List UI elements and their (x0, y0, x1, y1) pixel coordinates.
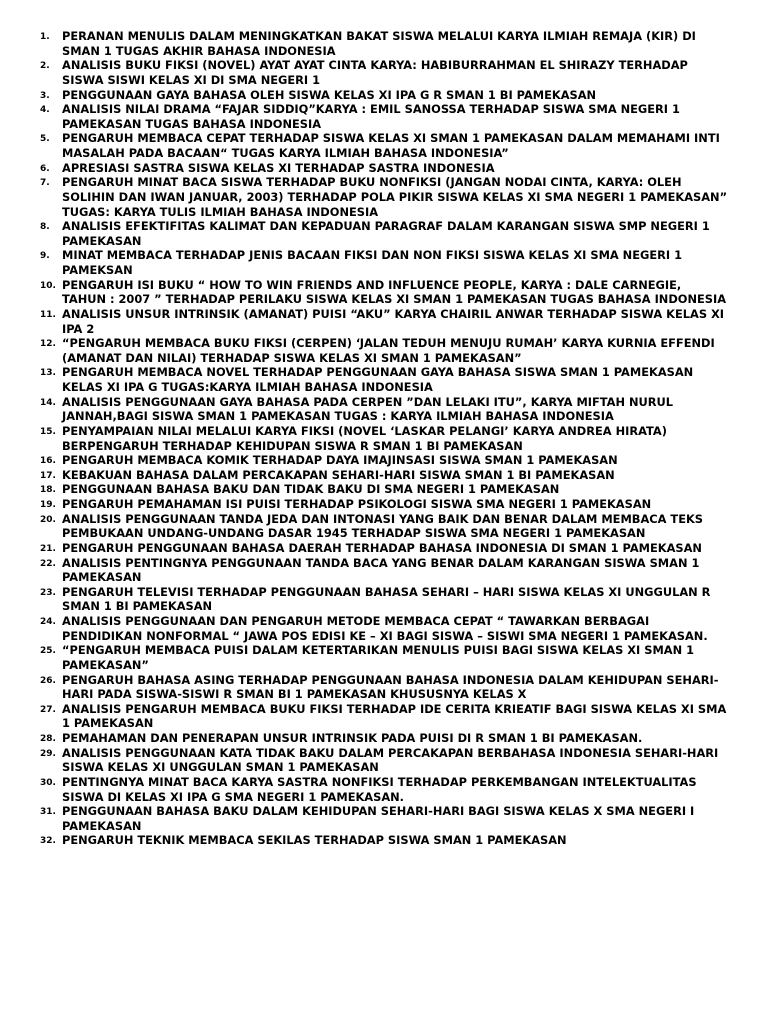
list-item (0, 746, 768, 775)
list-item (0, 219, 768, 248)
list-item (0, 556, 768, 585)
list-item (0, 541, 768, 556)
item-title: ANALISIS PENGGUNAAN DAN PENGARUH METODE MEMBACA CEPAT “ TAWARKAN BERBAGAI PENDIDIKAN NONFORMAL “ JAWA POS EDISI KE – XI BAGI SISWA – SISWI SMA NEGERI 1 PAMEKASAN. (62, 614, 708, 643)
item-title: PENGARUH MEMBACA NOVEL TERHADAP PENGGUNAAN GAYA BAHASA SISWA SMAN 1 PAMEKASAN KELAS XI IPA G TUGAS:KARYA ILMIAH BAHASA INDONESIA (62, 365, 694, 394)
item-number: 3. (40, 90, 50, 101)
item-title: PENGARUH MEMBACA KOMIK TERHADAP DAYA IMAJINSASI SISWA SMAN 1 PAMEKASAN (62, 453, 618, 468)
item-number: 24. (40, 617, 56, 627)
list-item (0, 585, 768, 614)
document-page (0, 29, 768, 848)
item-title: ANALISIS PENTINGNYA PENGGUNAAN TANDA BACA YANG BENAR DALAM KARANGAN SISWA SMAN 1 PAMEKASAN (62, 555, 700, 585)
item-title: PENGARUH PENGGUNAAN BAHASA DAERAH TERHADAP BAHASA INDONESIA DI SMAN 1 PAMEKASAN (62, 540, 702, 555)
item-number: 30. (40, 777, 56, 788)
item-title: ANALISIS PENGGUNAAN TANDA JEDA DAN INTONASI YANG BAIK DAN BENAR DALAM MEMBACA TEKS PEMBUKAAN UNDANG-UNDANG DASAR 1945 TERHADAP SISWA SMA NEGERI 1 PAMEKASAN (62, 511, 703, 541)
item-number: 19. (40, 500, 56, 510)
list-item (0, 512, 768, 541)
item-number: 6. (40, 163, 50, 174)
item-number: 32. (40, 836, 56, 847)
item-number: 22. (40, 558, 56, 569)
item-title: “PENGARUH MEMBACA BUKU FIKSI (CERPEN) ‘JALAN TEDUH MENUJU RUMAH’ KARYA KURNIA EFFENDI (AMANAT DAN NILAI) TERHADAP SISWA KELAS XI SMAN 1 PAMEKASAN” (62, 336, 715, 365)
title-list (0, 29, 768, 848)
item-title: ANALISIS PENGGUNAAN GAYA BAHASA PADA CERPEN ”DAN LELAKI ITU”, KARYA MIFTAH NURUL JANNAH,BAGI SISWA SMAN 1 PAMEKASAN TUGAS : KARYA ILMIAH BAHASA INDONESIA (62, 394, 674, 424)
item-title: ANALISIS PENGARUH MEMBACA BUKU FIKSI TERHADAP IDE CERITA KRIEATIF BAGI SISWA KELAS XI SMA 1 PAMEKASAN (62, 701, 727, 731)
item-number: 2. (40, 61, 50, 72)
item-number: 4. (40, 105, 50, 116)
list-item (0, 307, 768, 336)
item-number: 26. (40, 675, 56, 686)
item-number: 7. (40, 178, 50, 189)
list-item (0, 424, 768, 453)
item-title: ANALISIS UNSUR INTRINSIK (AMANAT) PUISI “AKU” KARYA CHAIRIL ANWAR TERHADAP SISWA KELAS XI IPA 2 (62, 306, 725, 336)
item-title: PENYAMPAIAN NILAI MELALUI KARYA FIKSI (NOVEL ‘LASKAR PELANGI’ KARYA ANDREA HIRATA) BERPENGARUH TERHADAP KEHIDUPAN SISWA R SMAN 1 BI PAMEKASAN (62, 423, 667, 453)
list-item (0, 278, 768, 307)
item-number: 31. (40, 807, 56, 818)
list-item (0, 468, 768, 483)
list-item (0, 453, 768, 468)
list-item (0, 131, 768, 160)
item-title: MINAT MEMBACA TERHADAP JENIS BACAAN FIKSI DAN NON FIKSI SISWA KELAS XI SMA NEGERI 1 PAMEKSAN (62, 248, 683, 277)
list-item (0, 482, 768, 497)
item-title: PENGARUH MINAT BACA SISWA TERHADAP BUKU NONFIKSI (JANGAN NODAI CINTA, KARYA: OLEH SOLIHIN DAN IWAN JANUAR, 2003) TERHADAP POLA PIKIR SISWA KELAS XI SMA NEGERI 1 PAMEKASAN” TUGAS: KARYA TULIS ILMIAH BAHASA INDONESIA (62, 175, 728, 219)
item-number: 1. (40, 32, 50, 42)
item-title: PENTINGNYA MINAT BACA KARYA SASTRA NONFIKSI TERHADAP PERKEMBANGAN INTELEKTUALITAS SISWA DI KELAS XI IPA G SMA NEGERI 1 PAMEKASAN. (62, 774, 697, 804)
item-number: 13. (40, 368, 56, 379)
item-title: PENGARUH MEMBACA CEPAT TERHADAP SISWA KELAS XI SMAN 1 PAMEKASAN DALAM MEMAHAMI INTI MASALAH PADA BACAAN“ TUGAS KARYA ILMIAH BAHASA INDONESIA” (62, 131, 720, 160)
item-number: 27. (40, 704, 56, 715)
list-item (0, 731, 768, 746)
list-item (0, 702, 768, 731)
item-title: PENGGUNAAN BAHASA BAKU DALAM KEHIDUPAN SEHARI-HARI BAGI SISWA KELAS X SMA NEGERI I PAMEKASAN (62, 804, 695, 833)
list-item (0, 395, 768, 424)
list-item (0, 614, 768, 643)
list-item (0, 365, 768, 394)
item-title: PENGARUH PEMAHAMAN ISI PUISI TERHADAP PSIKOLOGI SISWA SMA NEGERI 1 PAMEKASAN (62, 497, 652, 511)
list-item (0, 161, 768, 176)
item-number: 9. (40, 251, 50, 262)
item-title: PENGGUNAAN GAYA BAHASA OLEH SISWA KELAS XI IPA G R SMAN 1 BI PAMEKASAN (62, 87, 597, 102)
item-title: PENGARUH TEKNIK MEMBACA SEKILAS TERHADAP SISWA SMAN 1 PAMEKASAN (62, 833, 567, 848)
list-item (0, 673, 768, 702)
item-number: 10. (40, 280, 56, 291)
item-title: PENGARUH BAHASA ASING TERHADAP PENGGUNAAN BAHASA INDONESIA DALAM KEHIDUPAN SEHARI-HARI PADA SISWA-SISWI R SMAN BI 1 PAMEKASAN KHUSUSNYA KELAS X (62, 672, 719, 702)
list-item (0, 775, 768, 804)
item-title: ANALISIS PENGGUNAAN KATA TIDAK BAKU DALAM PERCAKAPAN BERBAHASA INDONESIA SEHARI-HARI SISWA KELAS XI UNGGULAN SMAN 1 PAMEKASAN (62, 745, 719, 775)
item-number: 15. (40, 426, 56, 437)
list-item (0, 58, 768, 87)
list-item (0, 497, 768, 512)
item-title: APRESIASI SASTRA SISWA KELAS XI TERHADAP SASTRA INDONESIA (62, 160, 495, 175)
list-item (0, 833, 768, 848)
item-number: 20. (40, 514, 56, 525)
item-number: 8. (40, 222, 50, 233)
item-number: 29. (40, 748, 56, 759)
list-item (0, 804, 768, 833)
item-number: 11. (40, 309, 56, 320)
item-number: 5. (40, 134, 50, 145)
item-title: KEBAKUAN BAHASA DALAM PERCAKAPAN SEHARI-HARI SISWA SMAN 1 BI PAMEKASAN (62, 467, 615, 482)
item-number: 18. (40, 485, 56, 496)
item-number: 12. (40, 339, 56, 350)
item-title: “PENGARUH MEMBACA PUISI DALAM KETERTARIKAN MENULIS PUISI BAGI SISWA KELAS XI SMAN 1 PAMEKASAN” (62, 643, 695, 672)
item-title: ANALISIS BUKU FIKSI (NOVEL) AYAT AYAT CINTA KARYA: HABIBURRAHMAN EL SHIRAZY TERHADAP SISWA SISWI KELAS XI DI SMA NEGERI 1 (62, 58, 688, 87)
item-title: ANALISIS NILAI DRAMA “FAJAR SIDDIQ”KARYA : EMIL SANOSSA TERHADAP SISWA SMA NEGERI 1 PAMEKASAN TUGAS BAHASA INDONESIA (62, 102, 680, 131)
item-number: 17. (40, 470, 56, 481)
item-number: 16. (40, 456, 56, 467)
item-title: PERANAN MENULIS DALAM MENINGKATKAN BAKAT SISWA MELALUI KARYA ILMIAH REMAJA (KIR) DI SMAN 1 TUGAS AKHIR BAHASA INDONESIA (62, 29, 696, 58)
item-number: 23. (40, 587, 56, 598)
item-number: 28. (40, 734, 56, 744)
list-item (0, 336, 768, 365)
list-item (0, 643, 768, 672)
list-item (0, 248, 768, 277)
item-number: 14. (40, 397, 56, 408)
list-item (0, 88, 768, 103)
list-item (0, 29, 768, 58)
item-number: 25. (40, 646, 56, 657)
item-title: PEMAHAMAN DAN PENERAPAN UNSUR INTRINSIK PADA PUISI DI R SMAN 1 BI PAMEKASAN. (62, 731, 643, 745)
item-number: 21. (40, 543, 56, 554)
list-item (0, 102, 768, 131)
item-title: ANALISIS EFEKTIFITAS KALIMAT DAN KEPADUAN PARAGRAF DALAM KARANGAN SISWA SMP NEGERI 1 PAMEKASAN (62, 219, 710, 248)
item-title: PENGARUH TELEVISI TERHADAP PENGGUNAAN BAHASA SEHARI – HARI SISWA KELAS XI UNGGULAN R SMAN 1 BI PAMEKASAN (62, 584, 711, 614)
item-title: PENGARUH ISI BUKU “ HOW TO WIN FRIENDS AND INFLUENCE PEOPLE, KARYA : DALE CARNEGIE, TAHUN : 2007 ” TERHADAP PERILAKU SISWA KELAS XI SMAN 1 PAMEKASAN TUGAS BAHASA INDONESIA (62, 277, 727, 307)
item-title: PENGGUNAAN BAHASA BAKU DAN TIDAK BAKU DI SMA NEGERI 1 PAMEKASAN (62, 482, 560, 497)
list-item (0, 175, 768, 219)
